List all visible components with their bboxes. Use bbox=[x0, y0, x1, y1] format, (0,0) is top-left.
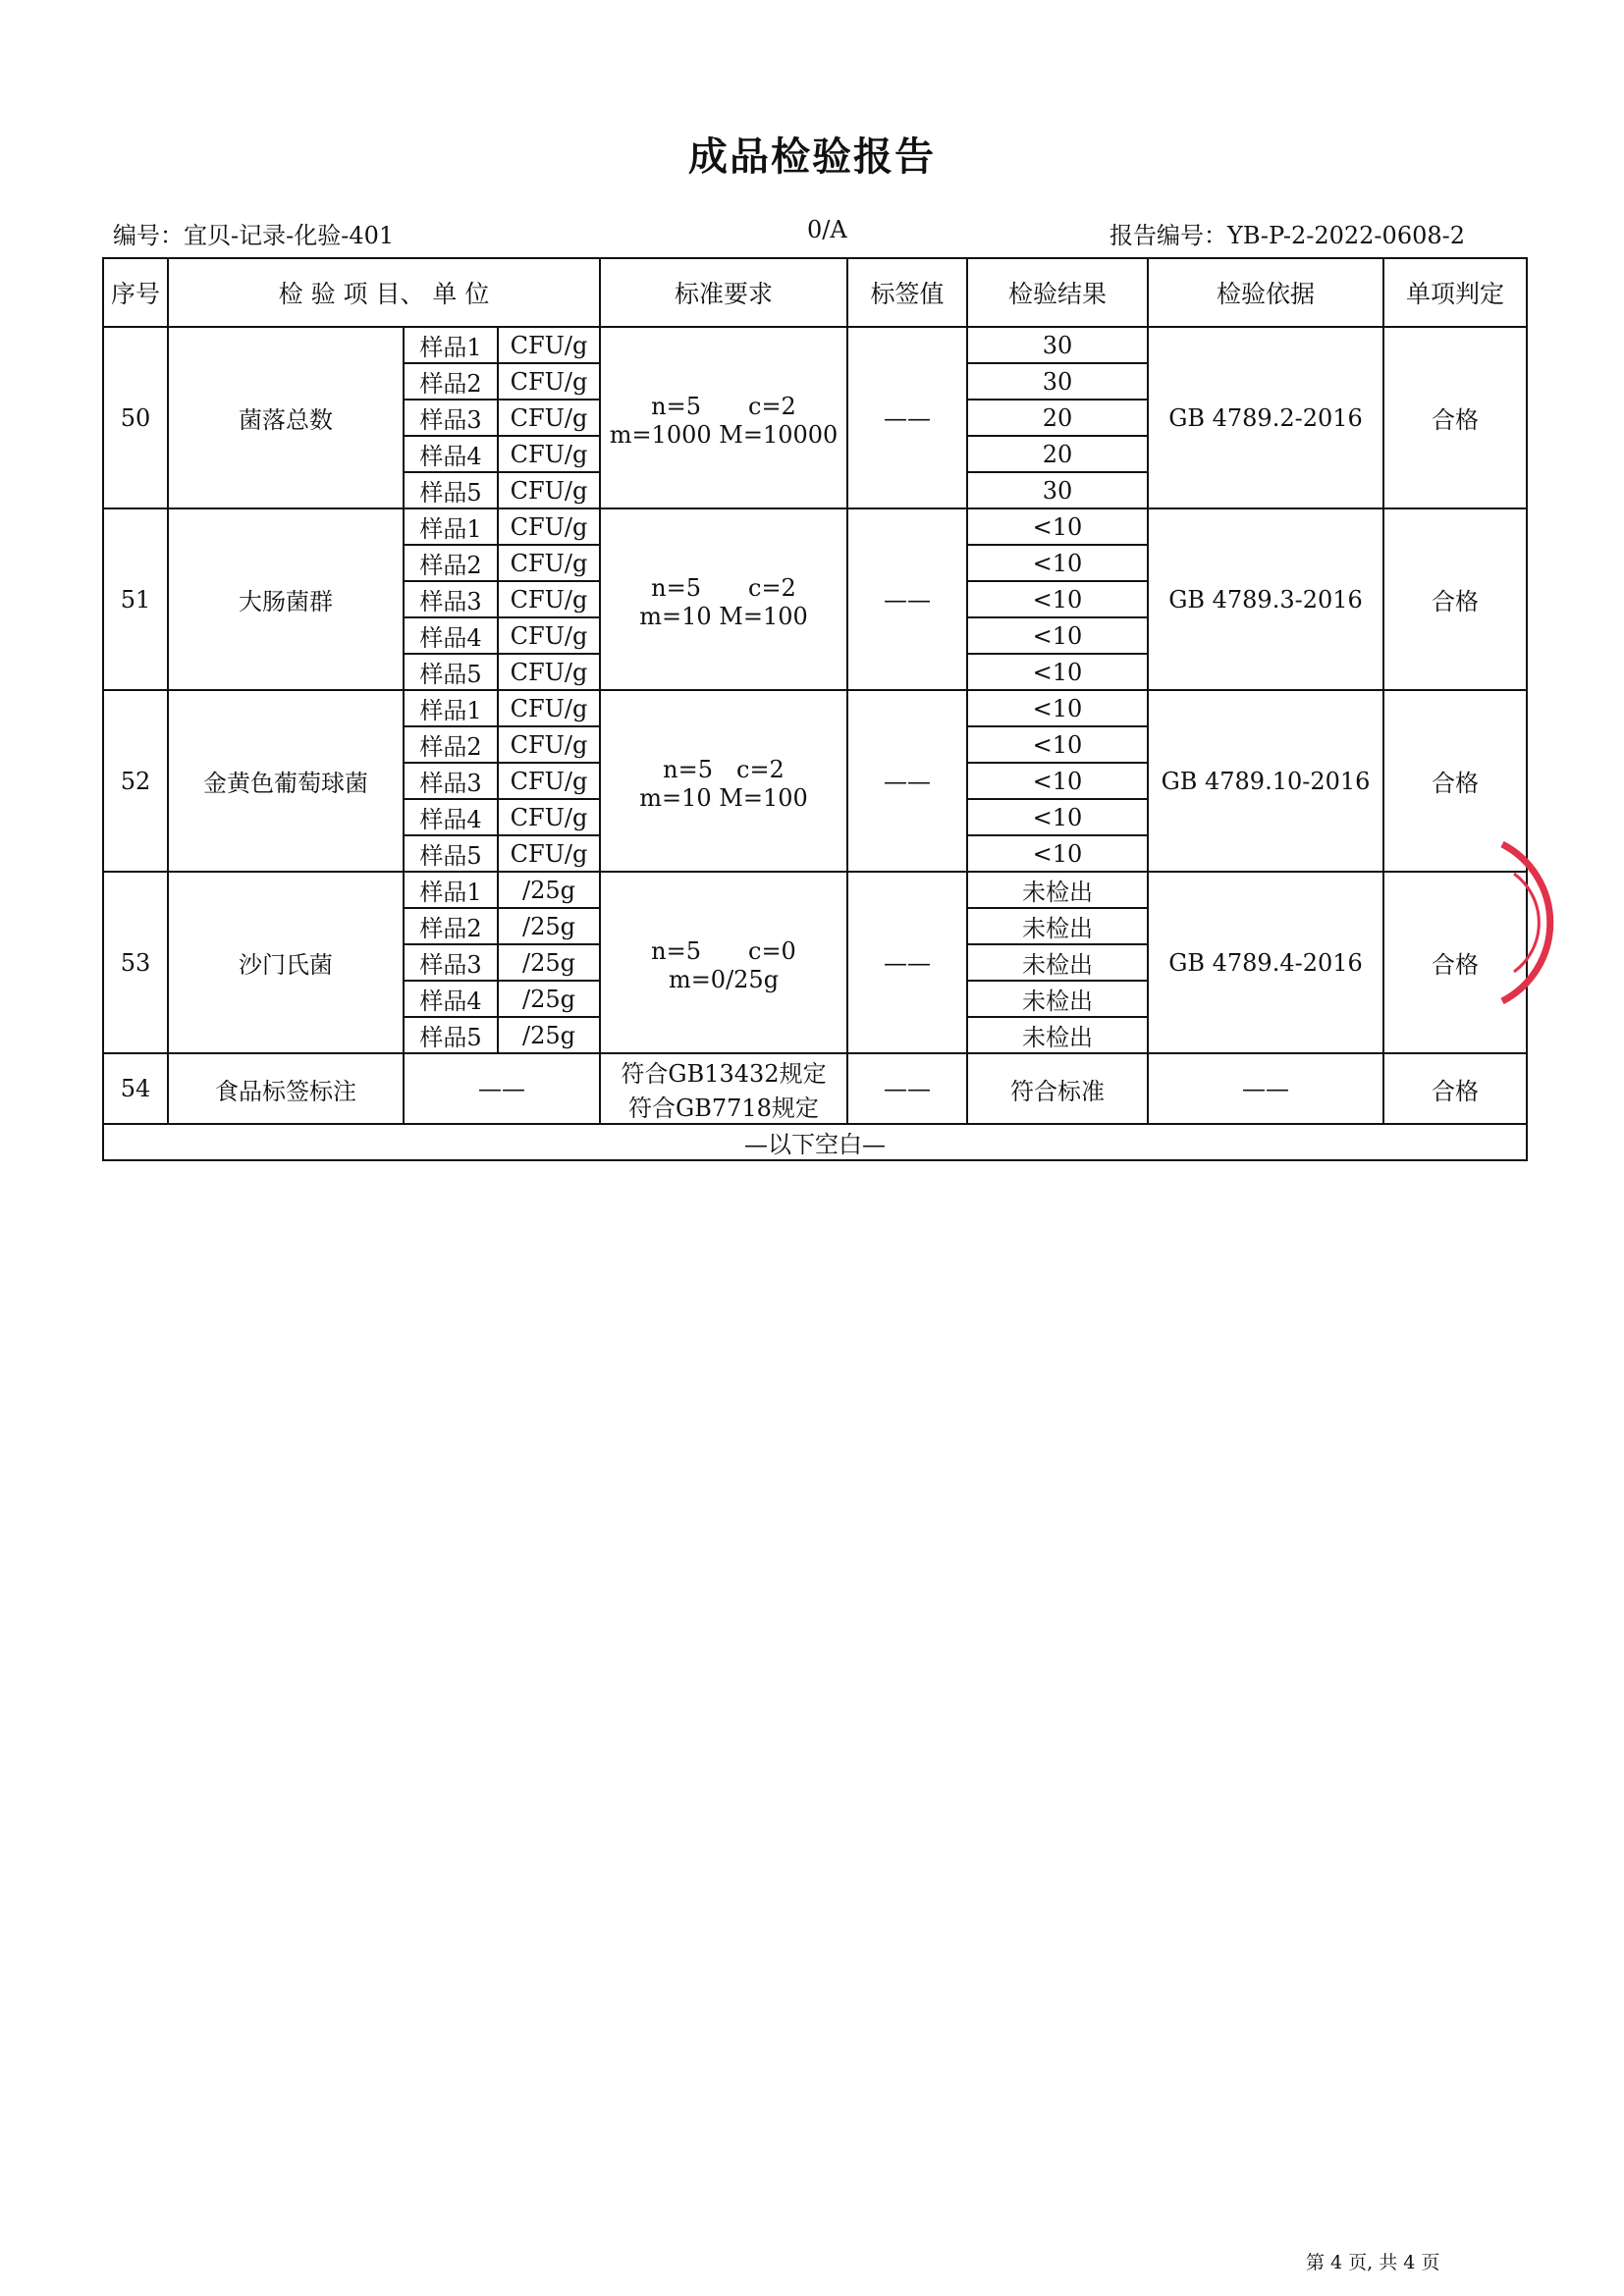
sample-name: 样品2 bbox=[404, 726, 498, 763]
sample-unit: /25g bbox=[498, 981, 600, 1017]
sample-name: 样品1 bbox=[404, 690, 498, 726]
version-number: 0/A bbox=[807, 216, 847, 243]
row-standard bbox=[600, 508, 847, 690]
sample-result: 未检出 bbox=[967, 1017, 1148, 1053]
standard-line-2: m=1000 M=10000 bbox=[609, 421, 839, 449]
sample-name: 样品5 bbox=[404, 472, 498, 508]
row-seq: 50 bbox=[103, 327, 168, 508]
standard-line-1: n=5 c=0 bbox=[651, 937, 796, 965]
sample-unit: CFU/g bbox=[498, 363, 600, 400]
sample-unit: CFU/g bbox=[498, 690, 600, 726]
row-verdict: 合格 bbox=[1383, 690, 1527, 872]
sample-name: 样品1 bbox=[404, 872, 498, 908]
table-row bbox=[103, 872, 1527, 908]
sample-name: 样品3 bbox=[404, 944, 498, 981]
row-label-value: —— bbox=[847, 690, 967, 872]
blank-note-row bbox=[103, 1124, 1527, 1160]
sample-result: <10 bbox=[967, 508, 1148, 545]
row-result: 符合标准 bbox=[967, 1053, 1148, 1124]
standard-line-2: m=10 M=100 bbox=[639, 784, 808, 812]
row-item: 食品标签标注 bbox=[168, 1053, 404, 1124]
sample-unit: CFU/g bbox=[498, 472, 600, 508]
sample-unit: CFU/g bbox=[498, 327, 600, 363]
table-row bbox=[103, 690, 1527, 726]
sample-name: 样品3 bbox=[404, 763, 498, 799]
standard-line-1: n=5 c=2 bbox=[651, 574, 796, 602]
sample-unit: CFU/g bbox=[498, 726, 600, 763]
sample-result: <10 bbox=[967, 763, 1148, 799]
sample-name: 样品4 bbox=[404, 981, 498, 1017]
table-row bbox=[103, 327, 1527, 363]
row-seq: 53 bbox=[103, 872, 168, 1053]
sample-name: 样品2 bbox=[404, 908, 498, 944]
sample-result: <10 bbox=[967, 545, 1148, 581]
row-basis: GB 4789.4-2016 bbox=[1148, 872, 1383, 1053]
sample-unit: CFU/g bbox=[498, 617, 600, 654]
row-verdict: 合格 bbox=[1383, 327, 1527, 508]
sample-unit: /25g bbox=[498, 908, 600, 944]
sample-unit: CFU/g bbox=[498, 763, 600, 799]
row-verdict: 合格 bbox=[1383, 872, 1527, 1053]
sample-unit: CFU/g bbox=[498, 508, 600, 545]
sample-name: 样品2 bbox=[404, 363, 498, 400]
sample-unit: /25g bbox=[498, 944, 600, 981]
row-seq: 54 bbox=[103, 1053, 168, 1124]
row-standard bbox=[600, 327, 847, 508]
sample-name: 样品4 bbox=[404, 799, 498, 835]
column-header-label: 标签值 bbox=[847, 258, 967, 327]
sample-unit: CFU/g bbox=[498, 545, 600, 581]
sample-name: 样品5 bbox=[404, 654, 498, 690]
sample-result: <10 bbox=[967, 617, 1148, 654]
sample-result: 未检出 bbox=[967, 908, 1148, 944]
row-item: 大肠菌群 bbox=[168, 508, 404, 690]
standard-line-1: 符合GB13432规定 bbox=[621, 1060, 827, 1088]
column-header-result: 检验结果 bbox=[967, 258, 1148, 327]
row-seq: 52 bbox=[103, 690, 168, 872]
row-label-value: —— bbox=[847, 872, 967, 1053]
row-standard bbox=[600, 872, 847, 1053]
sample-result: 未检出 bbox=[967, 981, 1148, 1017]
sample-result: <10 bbox=[967, 835, 1148, 872]
row-basis: GB 4789.3-2016 bbox=[1148, 508, 1383, 690]
sample-result: 30 bbox=[967, 327, 1148, 363]
row-basis: GB 4789.2-2016 bbox=[1148, 327, 1383, 508]
row-label-value: —— bbox=[847, 327, 967, 508]
sample-unit: CFU/g bbox=[498, 581, 600, 617]
sample-result: 30 bbox=[967, 363, 1148, 400]
sample-unit: /25g bbox=[498, 1017, 600, 1053]
sample-result: <10 bbox=[967, 726, 1148, 763]
row-label-value: —— bbox=[847, 1053, 967, 1124]
report-title: 成品检验报告 bbox=[688, 134, 936, 180]
sample-result: <10 bbox=[967, 799, 1148, 835]
column-header-verdict: 单项判定 bbox=[1383, 258, 1527, 327]
sample-name: 样品1 bbox=[404, 508, 498, 545]
column-header-standard: 标准要求 bbox=[600, 258, 847, 327]
standard-line-2: m=10 M=100 bbox=[639, 603, 808, 630]
sample-name: 样品3 bbox=[404, 400, 498, 436]
standard-line-2: m=0/25g bbox=[668, 966, 780, 993]
inspection-seal-stamp bbox=[1492, 834, 1610, 1011]
sample-result: <10 bbox=[967, 654, 1148, 690]
column-header-seq: 序号 bbox=[103, 258, 168, 327]
blank-note: —以下空白— bbox=[103, 1124, 1527, 1160]
table-row bbox=[103, 1053, 1527, 1124]
row-seq: 51 bbox=[103, 508, 168, 690]
sample-name: 样品1 bbox=[404, 327, 498, 363]
sample-name: 样品4 bbox=[404, 617, 498, 654]
column-header-item: 检 验 项 目、 单 位 bbox=[168, 258, 600, 327]
row-sample: —— bbox=[404, 1053, 600, 1124]
sample-unit: CFU/g bbox=[498, 436, 600, 472]
sample-name: 样品3 bbox=[404, 581, 498, 617]
standard-line-2: 符合GB7718规定 bbox=[628, 1095, 819, 1122]
row-item: 沙门氏菌 bbox=[168, 872, 404, 1053]
sample-unit: /25g bbox=[498, 872, 600, 908]
sample-name: 样品5 bbox=[404, 1017, 498, 1053]
sample-name: 样品5 bbox=[404, 835, 498, 872]
row-standard bbox=[600, 1053, 847, 1124]
sample-result: 20 bbox=[967, 400, 1148, 436]
inspection-table bbox=[102, 257, 1528, 1161]
report-number: 报告编号：YB-P-2-2022-0608-2 bbox=[1110, 222, 1466, 249]
sample-result: 未检出 bbox=[967, 872, 1148, 908]
row-basis: —— bbox=[1148, 1053, 1383, 1124]
row-verdict: 合格 bbox=[1383, 1053, 1527, 1124]
sample-result: 未检出 bbox=[967, 944, 1148, 981]
sample-name: 样品2 bbox=[404, 545, 498, 581]
sample-result: 30 bbox=[967, 472, 1148, 508]
page-footer: 第 4 页, 共 4 页 bbox=[1306, 2252, 1440, 2273]
row-label-value: —— bbox=[847, 508, 967, 690]
sample-unit: CFU/g bbox=[498, 799, 600, 835]
standard-line-1: n=5 c=2 bbox=[663, 756, 785, 783]
standard-line-1: n=5 c=2 bbox=[651, 393, 796, 420]
sample-name: 样品4 bbox=[404, 436, 498, 472]
sample-unit: CFU/g bbox=[498, 654, 600, 690]
row-basis: GB 4789.10-2016 bbox=[1148, 690, 1383, 872]
table-header-row bbox=[103, 258, 1527, 327]
record-number: 编号：宜贝-记录-化验-401 bbox=[113, 222, 395, 249]
row-item: 金黄色葡萄球菌 bbox=[168, 690, 404, 872]
column-header-basis: 检验依据 bbox=[1148, 258, 1383, 327]
sample-result: <10 bbox=[967, 581, 1148, 617]
sample-unit: CFU/g bbox=[498, 835, 600, 872]
sample-unit: CFU/g bbox=[498, 400, 600, 436]
row-item: 菌落总数 bbox=[168, 327, 404, 508]
row-verdict: 合格 bbox=[1383, 508, 1527, 690]
table-row bbox=[103, 508, 1527, 545]
sample-result: <10 bbox=[967, 690, 1148, 726]
sample-result: 20 bbox=[967, 436, 1148, 472]
row-standard bbox=[600, 690, 847, 872]
